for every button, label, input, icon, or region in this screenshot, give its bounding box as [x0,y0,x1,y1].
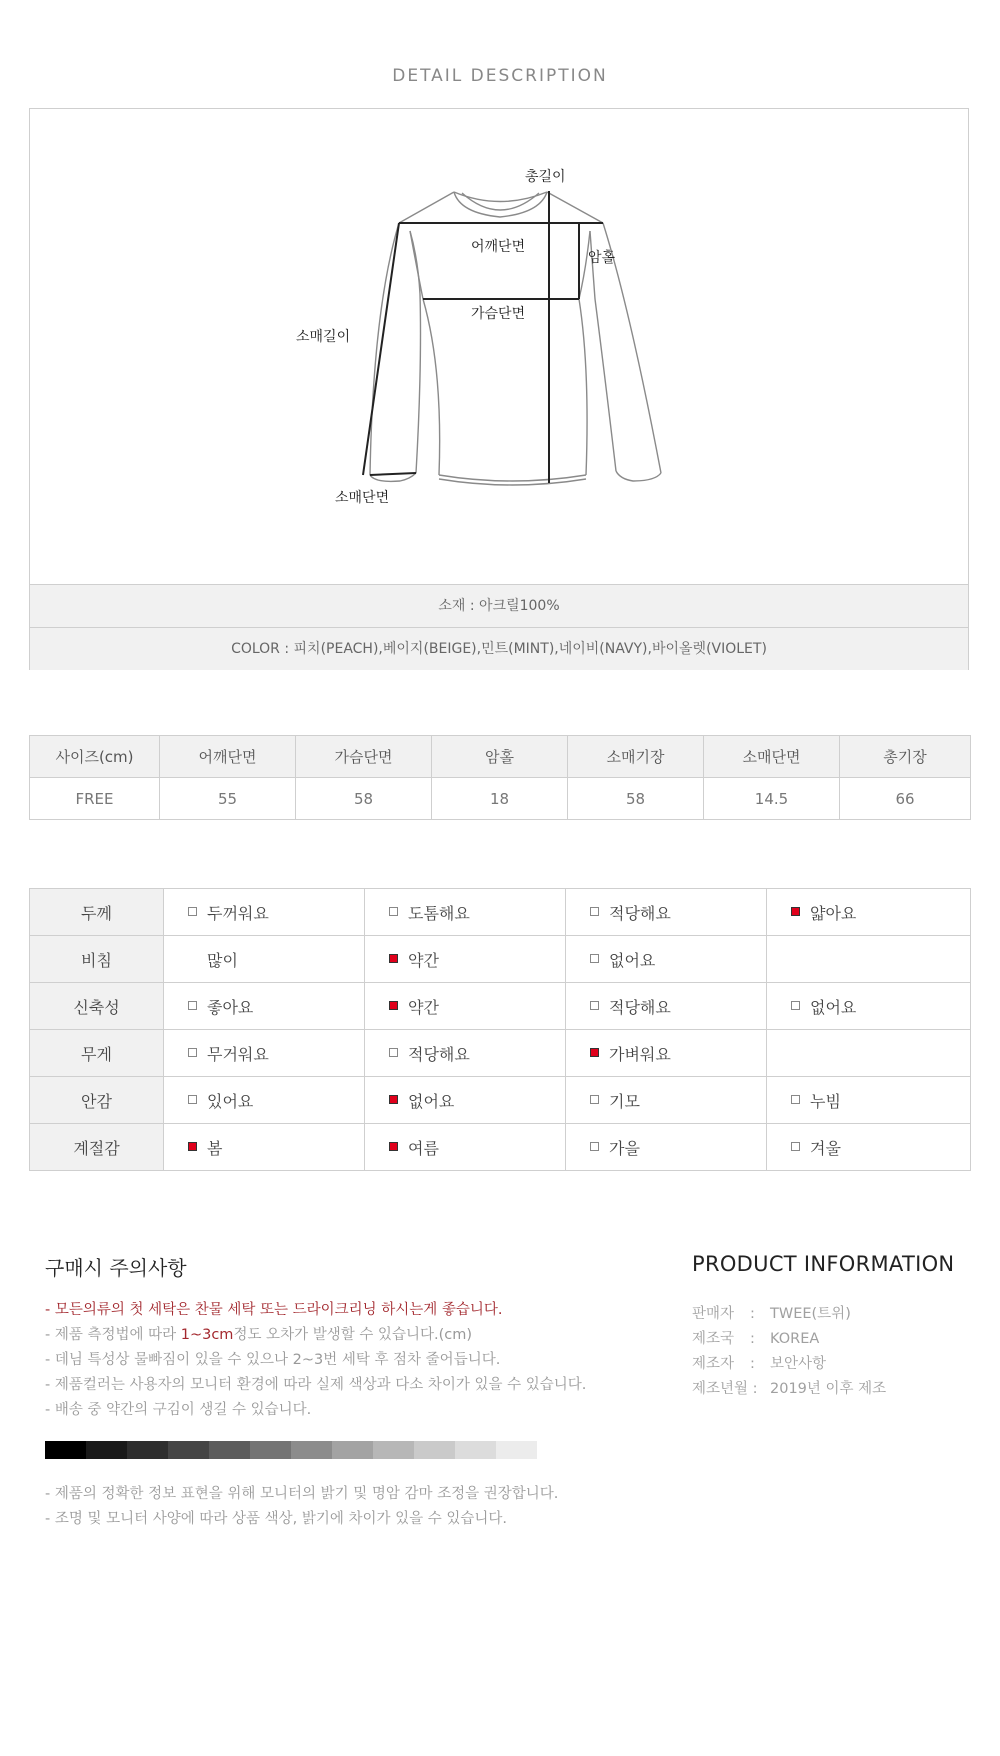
feel-option-cell [767,889,971,936]
unchecked-box-icon [188,1095,197,1104]
unchecked-box-icon [590,1095,599,1104]
unchecked-box-icon [791,1142,800,1151]
feel-option-text: 누빔 [810,1091,841,1111]
label-chest: 가슴단면 [471,306,526,322]
monitor-note-line: - 제품의 정확한 정보 표현을 위해 모니터의 밝기 및 명암 감마 조정을 권장합니다. [45,1486,559,1502]
feel-row-label: 무게 [30,1030,164,1077]
detail-box [29,108,969,670]
unchecked-box-icon [389,1048,398,1057]
gray-swatch [209,1441,250,1459]
feel-option-cell [767,936,971,983]
product-info-row [692,1352,886,1377]
table-row [30,1077,971,1124]
feel-option-text: 도톰해요 [408,903,470,923]
feel-option-cell [566,936,767,983]
monitor-note-line: - 조명 및 모니터 사양에 따라 상품 색상, 밝기에 차이가 있을 수 있습니다. [45,1511,507,1527]
feel-option-cell [566,983,767,1030]
feel-option-text: 겨울 [810,1138,841,1158]
info-key: 제조국 [692,1331,735,1347]
unchecked-box-icon [389,907,398,916]
feel-row-label: 신축성 [30,983,164,1030]
table-row [30,1030,971,1077]
feel-row-label: 두께 [30,889,164,936]
feel-option-cell [767,983,971,1030]
feel-option-text: 얇아요 [810,903,857,923]
feel-option-cell [365,1124,566,1171]
size-header-cell: 가슴단면 [296,736,432,778]
notice-text: 정도 오차가 발생할 수 있습니다.(cm) [233,1327,472,1343]
unchecked-box-icon [791,1095,800,1104]
checked-box-icon [389,1001,398,1010]
checked-box-icon [590,1048,599,1057]
gray-swatch [414,1441,455,1459]
gray-scale-bar [45,1441,537,1459]
feel-option-cell [365,1030,566,1077]
table-row [30,889,971,936]
fabric-feel-table [29,888,971,1171]
feel-option-cell [164,983,365,1030]
size-cell: 66 [840,778,971,820]
size-cell: 14.5 [704,778,840,820]
feel-option-text: 가벼워요 [609,1044,671,1064]
feel-option-text: 두꺼워요 [207,903,269,923]
feel-option-cell [164,889,365,936]
size-header-cell: 총기장 [840,736,971,778]
feel-option-cell [164,1124,365,1171]
product-info-title: PRODUCT INFORMATION [692,1252,955,1276]
table-row [30,983,971,1030]
feel-option-cell [164,936,365,983]
notice-list [45,1298,645,1423]
unchecked-box-icon [791,1001,800,1010]
color-row: COLOR : 피치(PEACH),베이지(BEIGE),민트(MINT),네이비(NAVY),바이올렛(VIOLET) [30,627,968,670]
gray-swatch [250,1441,291,1459]
size-header-cell: 소매기장 [568,736,704,778]
gray-swatch [455,1441,496,1459]
label-armhole: 암홀 [588,250,616,266]
feel-option-cell [767,1124,971,1171]
feel-option-cell [365,1077,566,1124]
feel-option-cell [767,1030,971,1077]
sweater-illustration [30,109,968,584]
size-cell: 18 [432,778,568,820]
info-separator: : [750,1306,755,1322]
notice-line [45,1323,645,1348]
feel-option-text: 약간 [408,950,439,970]
product-info-row [692,1327,886,1352]
product-info-row [692,1302,886,1327]
feel-option-cell [365,936,566,983]
feel-option-cell [365,983,566,1030]
unchecked-box-icon [188,907,197,916]
info-key: 제조년월 : [692,1381,758,1397]
feel-row-label: 계절감 [30,1124,164,1171]
feel-option-text: 기모 [609,1091,640,1111]
size-cell: 55 [160,778,296,820]
size-header-cell: 어깨단면 [160,736,296,778]
feel-option-cell [164,1077,365,1124]
feel-row-label: 비침 [30,936,164,983]
notice-title: 구매시 주의사항 [45,1256,187,1280]
gray-swatch [168,1441,209,1459]
info-separator: : [750,1356,755,1372]
gray-swatch [127,1441,168,1459]
feel-option-text: 없어요 [408,1091,455,1111]
feel-option-text: 무거워요 [207,1044,269,1064]
size-cell: 58 [296,778,432,820]
feel-option-cell [566,1030,767,1077]
monitor-notes [45,1482,645,1532]
feel-option-text: 좋아요 [207,997,254,1017]
unchecked-box-icon [188,1001,197,1010]
feel-option-text: 약간 [408,997,439,1017]
feel-option-cell [566,1077,767,1124]
unchecked-box-icon [188,1048,197,1057]
checked-box-icon [791,907,800,916]
checked-box-icon [188,1142,197,1151]
gray-swatch [45,1441,86,1459]
notice-line: - 제품컬러는 사용자의 모니터 환경에 따라 실제 색상과 다소 차이가 있을 수 있습니다. [45,1377,587,1393]
label-sleeve-length: 소매길이 [296,329,351,345]
feel-row-label: 안감 [30,1077,164,1124]
notice-line: - 배송 중 약간의 구김이 생길 수 있습니다. [45,1402,312,1418]
feel-option-text: 많이 [207,950,238,970]
gray-swatch [332,1441,373,1459]
unchecked-box-icon [590,1142,599,1151]
label-sleeve-width: 소매단면 [335,490,390,506]
info-value: TWEE(트위) [770,1306,851,1322]
feel-option-text: 여름 [408,1138,439,1158]
feel-option-cell [566,889,767,936]
size-table-header [30,736,971,778]
feel-option-text: 있어요 [207,1091,254,1111]
page-title: DETAIL DESCRIPTION [392,66,608,86]
size-header-cell: 암홀 [432,736,568,778]
info-value: KOREA [770,1331,820,1347]
product-info-list [692,1302,886,1402]
gray-swatch [291,1441,332,1459]
product-info-row [692,1377,886,1402]
label-shoulder: 어깨단면 [471,239,526,255]
material-row: 소재 : 아크릴100% [30,584,968,627]
info-value: 2019년 이후 제조 [770,1381,887,1397]
unchecked-box-icon [590,954,599,963]
gray-swatch [496,1441,537,1459]
size-table [29,735,971,820]
size-diagram [30,109,968,584]
feel-option-text: 적당해요 [609,903,671,923]
gray-swatch [373,1441,414,1459]
feel-option-cell [767,1077,971,1124]
info-key: 제조자 [692,1356,735,1372]
size-cell: 58 [568,778,704,820]
size-header-cell: 소매단면 [704,736,840,778]
info-separator: : [750,1331,755,1347]
checked-box-icon [389,1142,398,1151]
size-header-cell: 사이즈(cm) [30,736,160,778]
unchecked-box-icon [590,907,599,916]
feel-option-cell [566,1124,767,1171]
table-row [30,1124,971,1171]
table-row [30,778,971,820]
info-value: 보안사항 [770,1356,827,1372]
gray-swatch [86,1441,127,1459]
feel-option-text: 가을 [609,1138,640,1158]
feel-option-cell [164,1030,365,1077]
feel-option-text: 적당해요 [408,1044,470,1064]
label-total-length: 총길이 [525,169,566,185]
unchecked-box-icon [590,1001,599,1010]
notice-highlight: 1~3cm [180,1327,234,1343]
notice-line: - 모든의류의 첫 세탁은 찬물 세탁 또는 드라이크리닝 하시는게 좋습니다. [45,1302,503,1318]
notice-text: - 제품 측정법에 따라 [45,1327,181,1343]
table-row [30,936,971,983]
feel-option-text: 없어요 [810,997,857,1017]
feel-option-cell [365,889,566,936]
feel-option-text: 없어요 [609,950,656,970]
checked-box-icon [389,954,398,963]
info-key: 판매자 [692,1306,735,1322]
feel-option-text: 봄 [207,1138,223,1158]
feel-option-text: 적당해요 [609,997,671,1017]
checked-box-icon [389,1095,398,1104]
size-cell: FREE [30,778,160,820]
notice-line: - 데님 특성상 물빠짐이 있을 수 있으나 2~3번 세탁 후 점차 줄어듭니다. [45,1352,501,1368]
